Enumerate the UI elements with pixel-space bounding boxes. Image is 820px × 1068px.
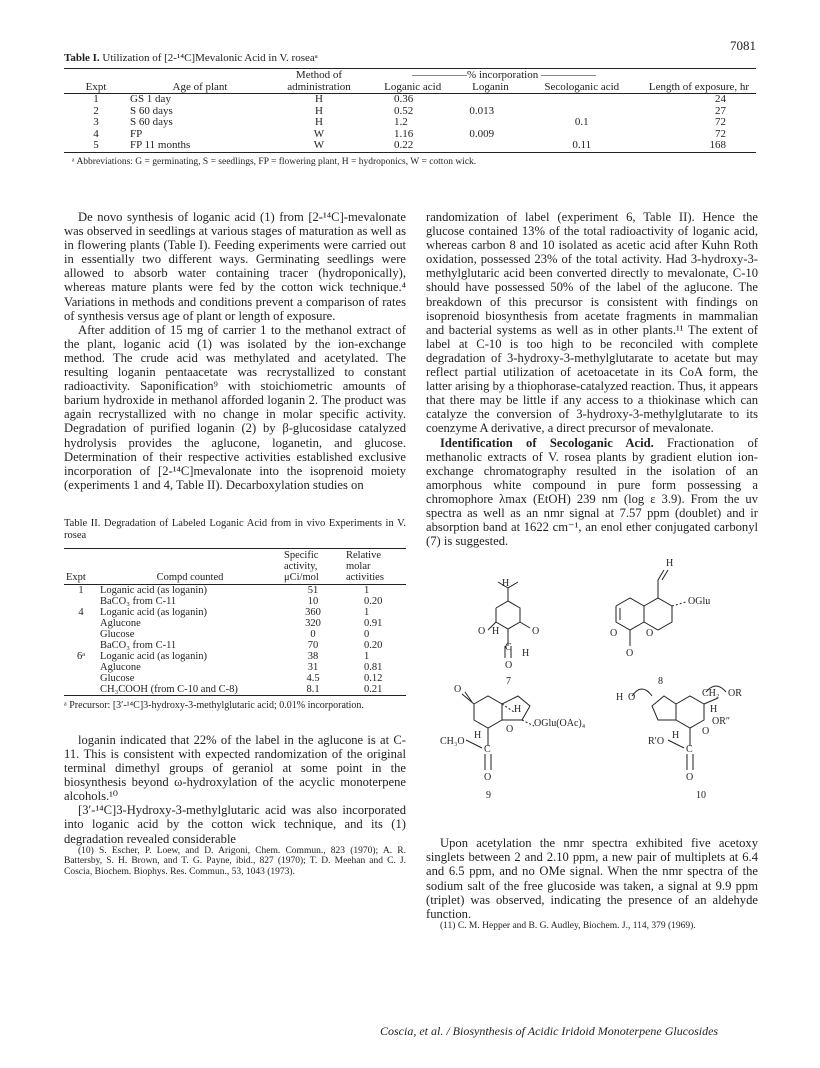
table-2-cell: BaCO₃ from C-11 [100,595,177,607]
table-2-grid: Expt Compd counted Specific activity, μCi/mol Relative molar activities 1 Loganic acid (as loganin) 51 1 BaCO₃ from C-11 10 0.20 4 Loganic acid (as loganin) 360 1 Aglucone 320 0.91 Glucose 0 0 BaCO₃ from C-11 70 0.20 6ᵃ Loganic acid (as loganin) 38 1 Aglucone 31 0.81 Glucose 4.5 0.12 CH₃COOH (from C-10 and C-8) 8.1 0.21 [64,548,406,695]
struct-7-o2-label: O [532,626,540,638]
table-1-cell [522,94,642,106]
struct-9-o2-label: O [506,724,514,736]
table-2-cell: 0 [364,628,370,640]
table-2-cell: CH₃COOH (from C-10 and C-8) [100,683,238,695]
struct-9-o-label: O [454,684,462,696]
table-1-cell: S 60 days [130,116,173,128]
table-1-cell: H [315,104,323,117]
table-1-row [64,117,756,129]
table-2-cell: 4 [78,606,84,618]
struct-10-o2-label: O [702,726,710,738]
table-2-row [64,618,406,629]
struct-10-h-label: H [616,692,624,704]
table-2-cell: 6ᵃ [76,650,86,662]
table-2-row [64,662,406,673]
table-1-grid: Expt Age of plant Method of administration —————% incorporation ————— Length of exposure, hr Loganic acid Loganin Secologanic acid 1 GS 1 day H 0.36 24 2 S 60 days H 0.52 0.013 27 3 S 60 days H 1.2 0.1 72 4 FP W 1.16 0.009 72 5 FP 11 months W 0.22 0.11 168 [64,68,756,152]
table-2-cell: 1 [364,650,370,662]
table-1-cell: 1 [93,93,99,105]
struct-7-h-label: H [502,578,510,590]
table-2-cell [64,684,98,695]
table-2-cell: 0.21 [364,683,383,695]
table-2-cell: 0.81 [364,661,383,673]
struct-7-c-label: C [505,642,512,654]
table-1-cell: W [313,127,325,140]
struct-9-o3-label: O [484,772,492,784]
table-2-cell [64,662,98,673]
table-2-cell [64,618,98,629]
left-paragraph-2: After addition of 15 mg of carrier 1 to the methanol extract of the plant, loganic acid (1) was isolated by the ion-exchange method. The crude acid was methylated and acetylated. The resulting loganin pentaacetate was recrystallized to constant radioactivity. Saponification⁹ with stoichiometric amounts of barium hydroxide in methanol afforded loganin 2. The product was again recrystallized with no change in molar specific activity. Degradation of purified loganin (2) by β-glucosidase catalyzed hydrolysis provides the aglucone, loganetin, and glucose. Determination of their respective activities established exclusive incorporation of [2-¹⁴C]mevalonate into the isoprenoid moiety (experiments 1 and 4, Table II). Decarboxylation studies on [64,322,406,492]
struct-9-c-label: C [484,744,491,756]
struct-10-o-label: O [628,692,636,704]
table-2-footnote: ᵃ Precursor: [3′-¹⁴C]3-hydroxy-3-methylglutaric acid; 0.01% incorporation. [64,699,364,711]
table-2-cell [64,629,98,640]
struct-7-o3-label: O [505,660,513,672]
table-2-cell [64,640,98,651]
table-2-cell: 38 [307,650,319,662]
table-1-footnote: ᵃ Abbreviations: G = germinating, S = seedlings, FP = flowering plant, H = hydroponics, W = cotton wick. [72,156,477,167]
table-2-cell: Aglucone [100,617,141,629]
table-1-cell: 0.11 [572,139,592,151]
table-2-cell: 0.20 [364,639,383,651]
table-1-caption: Table I. Utilization of [2-¹⁴C]Mevalonic Acid in V. roseaᵃ [64,52,318,64]
struct-8-o-label: O [610,628,618,640]
table-2-cell [64,673,98,684]
table-1-cell: H [315,93,323,105]
table-1-cell: GS 1 day [130,93,171,105]
table-1-cell: FP 11 months [130,139,191,151]
struct-7-h3-label: H [522,648,530,660]
table-1-cell: S 60 days [130,104,173,117]
table-2-cell: 1 [78,584,84,596]
table-1-cell: 3 [93,116,99,128]
struct-10-o3-label: O [686,772,694,784]
table-2-row [64,640,406,651]
table-1-cell: 0.1 [574,116,589,128]
table-1-cell: 27 [715,104,726,117]
table-1-cell: 72 [715,116,726,128]
table-2-row [64,684,406,695]
table-2-cell: 70 [307,639,319,651]
table-1 [64,52,756,167]
table-1-cell: 4 [93,127,99,140]
table-2-cell: 10 [307,595,319,607]
table-1-cell: 0.36 [394,93,414,105]
page-number: 7081 [730,38,756,53]
table-1-cell: W [313,139,325,151]
struct-10-h3-label: H [672,730,680,742]
table-1-cell: FP [130,127,143,140]
table-2-cell: Glucose [100,672,135,684]
table-1-cell [459,140,521,152]
table-2-row [64,673,406,684]
table-1-row [64,94,756,106]
table-1-cell: 1.2 [394,116,408,128]
structure-9-number: 9 [486,790,491,802]
struct-9-h-label: H [514,704,522,716]
table-1-cell: 0.22 [394,139,414,151]
left-column [64,210,406,877]
table-2-caption: Table II. Degradation of Labeled Loganic Acid from in vivo Experiments in V. rosea [64,517,406,541]
table-1-cell: 72 [715,127,726,140]
table-2-cell: 320 [305,617,321,629]
table-1-cell: 0.52 [394,104,414,117]
table-2-cell: 0 [310,628,316,640]
footnote-10: (10) S. Escher, P. Loew, and D. Arigoni, Chem. Commun., 823 (1970); A. R. Battersby, S. H. Brown, and T. G. Payne, ibid., 827 (1970); T. D. Meehan and C. J. Coscia, Biochem. Biophys. Res. Commun., 53, 1043 (1973). [64,845,406,877]
table-2-cell [64,596,98,607]
right-paragraph-2: Identification of Secologanic Acid. Fractionation of methanolic extracts of V. rosea plants by gradient elution ion-exchange chromatography resulted in the isolation of an amorphous white compound in pure form possessing a chromophore λmax (EtOH) 239 nm (log ε 3.9). From the uv spectra as well as an nmr signal at 7.57 ppm (doublet) and ir absorption band at 1622 cm⁻¹, an enol ether conjugated carbonyl (7) is suggested. [426,435,758,549]
table-2-cell: 1 [364,606,370,618]
chemical-structures [426,556,758,828]
struct-9-ch3o-label: CH₃O [440,736,465,748]
table-1-cell: 0.013 [469,104,495,117]
table-2-row [64,596,406,607]
right-paragraph-3: Upon acetylation the nmr spectra exhibited five acetoxy singlets between 2 and 2.10 ppm, a new pair of multiplets at 6.4 and 6.5 ppm, and no OMe signal. When the nmr spectra of the sodium salt of the free glucoside was taken, a signal at 9.9 ppm (triplet) was observed, indicating the presence of an aldehyde function. [426,836,758,921]
table-2-cell: Loganic acid (as loganin) [100,606,207,618]
table-2-row [64,607,406,618]
struct-9-h2-label: H [474,730,482,742]
table-2-cell: 51 [307,584,319,596]
table-2-cell: 0.12 [364,672,383,684]
structure-10-number: 10 [696,790,706,802]
table-1-cell: H [315,116,323,128]
left-paragraph-4: [3′-¹⁴C]3-Hydroxy-3-methylglutaric acid was also incorporated into loganic acid by the cotton wick technique, and its (1) degradation revealed considerable [64,803,406,846]
table-1-cell: 0.009 [469,127,495,140]
struct-8-oglu-label: OGlu [688,596,711,608]
struct-10-c-label: C [686,744,693,756]
table-1-cell: 168 [709,139,726,151]
right-paragraph-1: randomization of label (experiment 6, Table II). Hence the glucose contained 13% of the total radioactivity of loganic acid, whereas carbon 8 and 10 isolated as acetic acid after Kuhn Roth oxidation, possessed 23% of the total activity. Had 3-hydroxy-3-methylglutaric acid been converted directly to mevalonate, C-10 should have possessed 50% of the label of the aglucone. The breakdown of this precursor is consistent with findings on isoprenoid biosynthesis from acetate fragments in mammalian and bacterial systems as well as in other plants.¹¹ The extent of label at C-10 is too high to be reconciled with complete degradation of 3-hydroxy-3-methylglutarate to acetate but may reflect partial utilization of acetoacetate in its CoA form, the latter arising by a thiophorase-catalyzed reaction. Thus, it appears that there may be little if any access to a thiokinase which can catalyze the conversion of 3-hydroxy-3-methylglutarate to its coenzyme A derivative, a direct precursor of mevalonate. [426,210,758,436]
struct-10-ro-label: R′O [648,736,665,748]
table-2-cell: Loganic acid (as loganin) [100,584,207,596]
table-2-row [64,651,406,662]
table-2-cell: 1 [364,584,370,596]
table-2-cell: 8.1 [306,683,320,695]
table-2-cell: 360 [305,606,321,618]
table-2-cell: Loganic acid (as loganin) [100,650,207,662]
table-2-cell: 0.91 [364,617,383,629]
footnote-11: (11) C. M. Hepper and B. G. Audley, Biochem. J., 114, 379 (1969). [440,920,696,931]
table-1-cell: 5 [93,139,99,151]
table-2-cell: Glucose [100,628,135,640]
table-1-cell [459,117,521,129]
left-paragraph-1: De novo synthesis of loganic acid (1) from [2-¹⁴C]-mevalonate was observed in seedlings at various stages of maturation as well as in flowering plants (Table I). Feeding experiments were carried out in essentially two different ways. Germinating seedlings were allowed to absorb water containing tracer (hydroponically), whereas mature plants were fed by the cotton wick technique.⁴ Variations in methods and conditions prevent a comparison of rates of synthesis versus age of plant or length of exposure. [64,210,406,323]
struct-10-ch2-label: CH₂ [702,688,720,700]
table-2-row [64,584,406,596]
struct-7-h2-label: H [492,626,500,638]
struct-8-o3-label: O [626,648,634,660]
table-2 [64,518,406,711]
struct-10-or2-label: OR″ [712,716,731,728]
table-2-cell: 0.20 [364,595,383,607]
right-column [426,210,758,931]
table-1-cell: 2 [93,104,99,117]
struct-8-o2-label: O [646,628,654,640]
table-2-cell: 31 [307,661,319,673]
struct-9-oglu-label: OGlu(OAc)₄ [534,718,586,730]
table-2-cell: Aglucone [100,661,141,673]
table-1-row [64,140,756,152]
table-2-cell: BaCO₃ from C-11 [100,639,177,651]
structure-7-number: 7 [506,676,511,688]
table-1-cell: 1.16 [394,127,414,140]
struct-8-h-label: H [666,558,674,570]
struct-10-or-label: OR [728,688,742,700]
table-1-cell [459,94,521,106]
table-2-row [64,629,406,640]
structure-8-number: 8 [658,676,663,688]
section-heading: Identification of Secologanic Acid. [440,435,654,450]
struct-7-o-label: O [478,626,486,638]
page-footer: Coscia, et al. / Biosynthesis of Acidic Iridoid Monoterpene Glucosides [380,1024,719,1038]
struct-10-h2-label: H [710,704,718,716]
table-2-cell: 4.5 [306,672,320,684]
table-1-cell: 24 [715,93,726,105]
left-paragraph-3: loganin indicated that 22% of the label in the aglucone is at C-11. This is consistent with expected randomization of the original terminal dimethyl groups of geraniol at some point in the biosynthesis beyond ω-hydroxylation of the acyclic monoterpene alcohols.¹⁰ [64,732,406,804]
